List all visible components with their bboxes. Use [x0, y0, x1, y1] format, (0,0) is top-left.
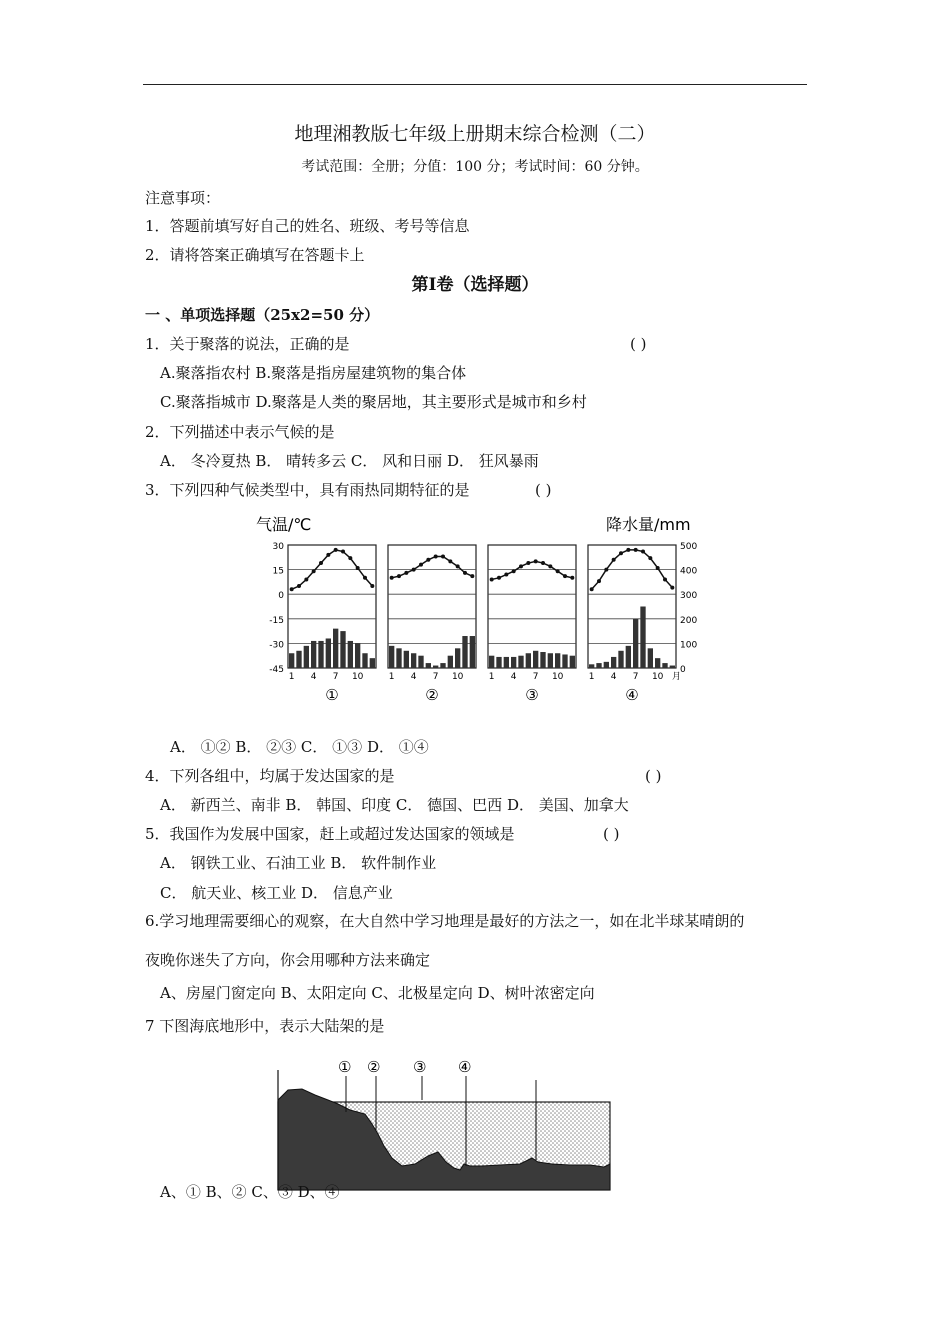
q1-answer-bracket: ( ) — [630, 335, 647, 353]
panel-label: ④ — [625, 686, 639, 704]
precip-bar — [362, 653, 367, 668]
precip-bar — [289, 653, 294, 668]
precip-bar — [355, 643, 360, 668]
precip-bar — [418, 656, 423, 668]
precip-bar — [611, 657, 616, 668]
precip-bar — [462, 636, 467, 668]
marker-label-2: ② — [367, 1058, 381, 1076]
precip-bar — [404, 651, 409, 668]
precip-bar — [618, 651, 623, 668]
temperature-point — [334, 548, 338, 552]
month-tick-label: 7 — [632, 672, 639, 682]
month-tick-label: 7 — [432, 672, 439, 682]
section-title: 第Ⅰ卷（选择题） — [411, 275, 539, 295]
temperature-point — [348, 556, 352, 560]
precip-bar — [455, 648, 460, 668]
temp-tick-label: -30 — [269, 640, 284, 651]
month-tick-label: 4 — [610, 672, 617, 682]
temperature-point — [626, 548, 630, 552]
precip-bar — [562, 654, 567, 668]
precip-bar — [489, 656, 494, 668]
precip-bar — [533, 651, 538, 668]
temperature-point — [634, 548, 638, 552]
temperature-point — [319, 561, 323, 565]
temperature-point — [541, 561, 545, 565]
temperature-point — [519, 564, 523, 568]
precip-bar — [496, 657, 501, 668]
temperature-point — [363, 576, 367, 580]
month-tick-label: 1 — [488, 672, 495, 682]
month-tick-label: 4 — [510, 672, 517, 682]
header-rule — [143, 84, 807, 85]
temperature-point — [419, 563, 423, 567]
precip-tick-label: 200 — [680, 615, 698, 626]
temperature-point — [641, 550, 645, 554]
temperature-point — [597, 579, 601, 583]
q3-options: A． ①② B． ②③ C． ①③ D． ①④ — [170, 738, 429, 756]
temperature-point — [397, 574, 401, 578]
temp-tick-label: 15 — [272, 566, 284, 577]
temperature-point — [563, 574, 567, 578]
panel-label: ③ — [525, 686, 539, 704]
month-tick-label: 10 — [351, 672, 364, 682]
precip-bar — [396, 648, 401, 668]
q1-options-line1: A.聚落指农村 B.聚落是指房屋建筑物的集合体 — [160, 364, 467, 382]
precip-bar — [511, 657, 516, 668]
precip-bar — [655, 658, 660, 668]
temp-tick-label: 30 — [272, 542, 284, 552]
temperature-point — [304, 577, 308, 581]
page-subtitle: 考试范围：全册；分值：100 分；考试时间：60 分钟。 — [301, 159, 649, 175]
precip-bar — [518, 656, 523, 668]
precip-bar — [540, 652, 545, 668]
precip-bar — [318, 641, 323, 668]
q2-stem: 2．下列描述中表示气候的是 — [145, 423, 335, 441]
q1-options-line2: C.聚落指城市 D.聚落是人类的聚居地，其主要形式是城市和乡村 — [160, 393, 587, 411]
q6-stem-line2: 夜晚你迷失了方向，你会用哪种方法来确定 — [145, 951, 431, 969]
panel-label: ① — [325, 686, 339, 704]
temperature-point — [526, 561, 530, 565]
precip-bar — [555, 653, 560, 668]
precip-bar — [589, 664, 594, 668]
month-tick-label: 1 — [388, 672, 395, 682]
temperature-point — [412, 568, 416, 572]
precip-bar — [626, 646, 631, 668]
panel-label: ② — [425, 686, 439, 704]
precip-bar — [526, 653, 531, 668]
precip-bar — [326, 638, 331, 668]
temperature-line — [492, 561, 573, 579]
q3-answer-bracket: ( ) — [535, 481, 552, 499]
temperature-point — [441, 554, 445, 558]
precip-bar — [640, 607, 645, 669]
precip-bar — [370, 658, 375, 668]
part-title: 一 、单项选择题（25x2=50 分） — [145, 306, 380, 324]
temperature-point — [590, 587, 594, 591]
temperature-point — [448, 559, 452, 563]
notice-item-2: 2．请将答案正确填写在答题卡上 — [145, 246, 365, 264]
month-tick-label: 10 — [551, 672, 564, 682]
precip-tick-label: 0 — [680, 665, 686, 675]
temperature-point — [341, 550, 345, 554]
month-tick-label: 7 — [332, 672, 339, 682]
temperature-point — [670, 586, 674, 590]
month-tick-label: 1 — [288, 672, 295, 682]
temperature-point — [656, 566, 660, 570]
temperature-point — [370, 584, 374, 588]
q5-options-line1: A． 钢铁工业、石油工业 B． 软件制作业 — [160, 854, 437, 872]
q4-options: A． 新西兰、南非 B． 韩国、印度 C． 德国、巴西 D． 美国、加拿大 — [160, 796, 629, 814]
precip-bar — [670, 666, 675, 668]
panel-frame — [288, 545, 376, 668]
seafloor-profile-figure — [270, 1052, 620, 1197]
temperature-point — [290, 587, 294, 591]
marker-label-1: ① — [338, 1058, 352, 1076]
precip-bar — [333, 629, 338, 668]
q2-options: A． 冬冷夏热 B． 晴转多云 C． 风和日丽 D． 狂风暴雨 — [160, 452, 539, 470]
temperature-point — [456, 564, 460, 568]
temp-axis-label: 气温/℃ — [256, 515, 312, 534]
month-tick-label: 10 — [451, 672, 464, 682]
precip-bar — [604, 662, 609, 668]
temperature-point — [390, 576, 394, 580]
panel-frame — [588, 545, 676, 668]
precip-tick-label: 300 — [680, 591, 698, 602]
q6-stem-line1: 6.学习地理需要细心的观察，在大自然中学习地理是最好的方法之一，如在北半球某晴朗的 — [145, 912, 745, 930]
precip-bar — [311, 641, 316, 668]
notice-heading: 注意事项： — [145, 189, 221, 207]
temp-tick-label: 0 — [278, 591, 284, 602]
marker-label-3: ③ — [413, 1058, 427, 1076]
month-tick-label: 10 — [651, 672, 664, 682]
marker-label-4: ④ — [458, 1058, 472, 1076]
temperature-point — [534, 559, 538, 563]
precip-bar — [570, 656, 575, 668]
month-tick-label: 4 — [310, 672, 317, 682]
temperature-point — [612, 558, 616, 562]
precip-bar — [411, 653, 416, 668]
temperature-point — [570, 576, 574, 580]
temperature-point — [648, 556, 652, 560]
precip-bar — [596, 663, 601, 668]
temperature-point — [404, 571, 408, 575]
precip-axis-label: 降水量/mm — [606, 515, 691, 534]
temperature-point — [470, 574, 474, 578]
q4-answer-bracket: ( ) — [645, 767, 662, 785]
q1-stem: 1．关于聚落的说法，正确的是 — [145, 335, 350, 353]
temperature-point — [463, 571, 467, 575]
precip-bar — [448, 656, 453, 668]
temperature-point — [556, 569, 560, 573]
precip-bar — [470, 636, 475, 668]
precip-bar — [348, 641, 353, 668]
q7-stem: 7 下图海底地形中，表示大陆架的是 — [145, 1017, 385, 1035]
precip-bar — [440, 663, 445, 668]
precip-tick-label: 400 — [680, 566, 698, 577]
month-tick-label: 7 — [532, 672, 539, 682]
q5-answer-bracket: ( ) — [603, 825, 620, 843]
notice-item-1: 1．答题前填写好自己的姓名、班级、考号等信息 — [145, 217, 470, 235]
precip-bar — [504, 657, 509, 668]
precip-bar — [648, 648, 653, 668]
q6-options: A、房屋门窗定向 B、太阳定向 C、北极星定向 D、树叶浓密定向 — [160, 984, 595, 1002]
temperature-line — [392, 556, 473, 577]
month-tick-label: 4 — [410, 672, 417, 682]
climate-charts-figure — [250, 510, 710, 710]
temperature-point — [312, 569, 316, 573]
precip-bar — [296, 651, 301, 668]
temperature-point — [434, 554, 438, 558]
precip-bar — [433, 666, 438, 668]
precip-bar — [304, 646, 309, 668]
temperature-point — [356, 566, 360, 570]
month-tick-label: 1 — [588, 672, 595, 682]
temperature-point — [490, 577, 494, 581]
temperature-point — [497, 576, 501, 580]
temp-tick-label: -15 — [269, 615, 284, 626]
q5-stem: 5．我国作为发展中国家，赶上或超过发达国家的领域是 — [145, 825, 515, 843]
temp-tick-label: -45 — [269, 665, 284, 675]
precip-bar — [340, 631, 345, 668]
month-unit-label: 月 — [672, 672, 682, 682]
temperature-point — [426, 558, 430, 562]
temperature-point — [604, 568, 608, 572]
temperature-point — [297, 584, 301, 588]
precip-bar — [633, 619, 638, 668]
temperature-point — [548, 564, 552, 568]
temperature-point — [504, 573, 508, 577]
precip-bar — [548, 653, 553, 668]
precip-bar — [389, 646, 394, 668]
q5-options-line2: C． 航天业、核工业 D． 信息产业 — [160, 884, 393, 902]
temperature-point — [619, 551, 623, 555]
precip-tick-label: 500 — [680, 542, 698, 552]
precip-tick-label: 100 — [680, 640, 698, 651]
temperature-point — [512, 569, 516, 573]
page-title: 地理湘教版七年级上册期末综合检测（二） — [294, 123, 656, 145]
q7-options: A、① B、② C、③ D、④ — [160, 1183, 340, 1201]
q4-stem: 4．下列各组中，均属于发达国家的是 — [145, 767, 395, 785]
temperature-point — [326, 553, 330, 557]
panel-frame — [488, 545, 576, 668]
temperature-point — [663, 577, 667, 581]
precip-bar — [426, 663, 431, 668]
q3-stem: 3．下列四种气候类型中，具有雨热同期特征的是 — [145, 481, 470, 499]
precip-bar — [662, 663, 667, 668]
